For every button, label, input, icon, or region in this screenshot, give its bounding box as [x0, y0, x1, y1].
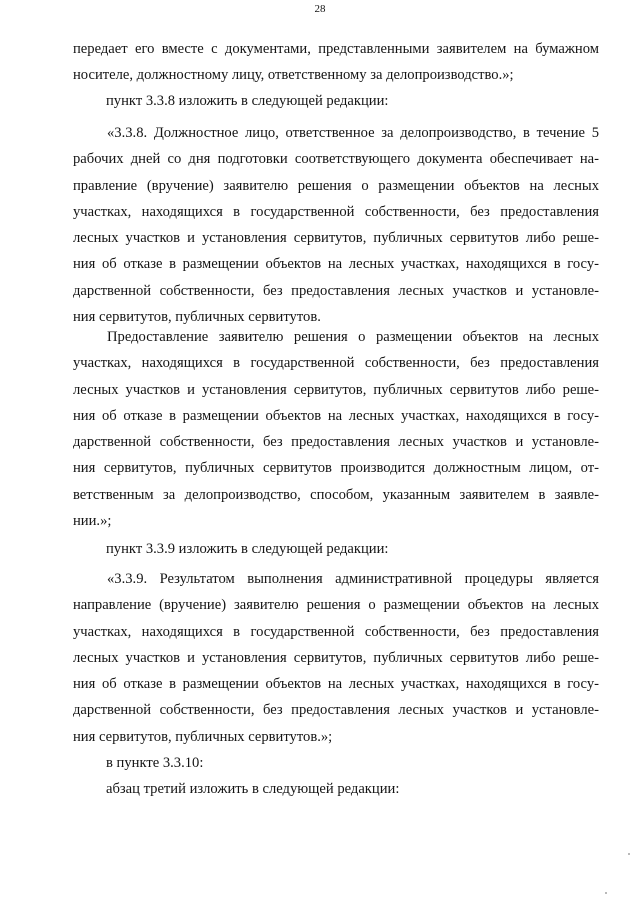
paragraph-instruction-third-subparagraph: абзац третий изложить в следующей редакции: [106, 781, 400, 797]
text-line: ния сервитутов, публичных сервитутов. [73, 309, 321, 326]
text-line: участках, находящихся в государственной собственности, без предоставления [73, 203, 599, 220]
text-line: лесных участков и установления сервитутов, публичных сервитутов либо реше- [73, 381, 599, 398]
text-line: ния об отказе в размещении объектов на лесных участках, находящихся в госу- [73, 256, 599, 273]
text-line: «3.3.9. Результатом выполнения административной процедуры является [107, 571, 599, 587]
text-line: нии.»; [73, 513, 112, 530]
text-line: правление (вручение) заявителю решения о размещении объектов на лесных [73, 177, 599, 194]
text-line: дарственной собственности, без предоставления лесных участков и установле- [73, 434, 599, 451]
text-line: участках, находящихся в государственной собственности, без предоставления [73, 355, 599, 372]
text-line: рабочих дней со дня подготовки соответствующего документа обеспечивает на- [73, 151, 599, 168]
page-number: 28 [314, 3, 326, 15]
text-line: дарственной собственности, без предоставления лесных участков и установле- [73, 282, 599, 299]
scan-mark [628, 853, 630, 855]
text-line: ния сервитутов, публичных сервитутов.»; [73, 728, 333, 745]
text-line: ния об отказе в размещении объектов на лесных участках, находящихся в госу- [73, 676, 599, 693]
text-line: ния об отказе в размещении объектов на лесных участках, находящихся в госу- [73, 407, 599, 424]
paragraph-clause-3-3-9 [73, 566, 599, 750]
text-line: Предоставление заявителю решения о размещении объектов на лесных [107, 329, 599, 345]
scan-mark [605, 892, 607, 894]
paragraph-clause-3-3-8 [73, 120, 599, 330]
paragraph-provision [73, 324, 599, 534]
text-line: передает его вместе с документами, представленными заявителем на бумажном [73, 41, 599, 57]
text-line: участках, находящихся в государственной собственности, без предоставления [73, 623, 599, 640]
text-line: дарственной собственности, без предоставления лесных участков и установле- [73, 702, 599, 719]
text-line: «3.3.8. Должностное лицо, ответственное за делопроизводство, в течение 5 [107, 125, 599, 141]
paragraph-instruction-3-3-10: в пункте 3.3.10: [106, 755, 204, 771]
text-line: ния сервитутов, публичных сервитутов производится должностным лицом, от- [73, 460, 599, 477]
paragraph-continuation [73, 36, 599, 89]
text-line: направление (вручение) заявителю решения о размещении объектов на лесных [73, 597, 599, 614]
text-line: ветственным за делопроизводство, способом, указанным заявителем в заявле- [73, 486, 599, 503]
text-line: лесных участков и установления сервитутов, публичных сервитутов либо реше- [73, 649, 599, 666]
paragraph-instruction-3-3-9: пункт 3.3.9 изложить в следующей редакции: [106, 541, 389, 557]
text-line: носителе, должностному лицу, ответственному за делопроизводство.»; [73, 67, 514, 84]
text-line: лесных участков и установления сервитутов, публичных сервитутов либо реше- [73, 230, 599, 247]
paragraph-instruction-3-3-8: пункт 3.3.8 изложить в следующей редакции: [106, 93, 389, 109]
